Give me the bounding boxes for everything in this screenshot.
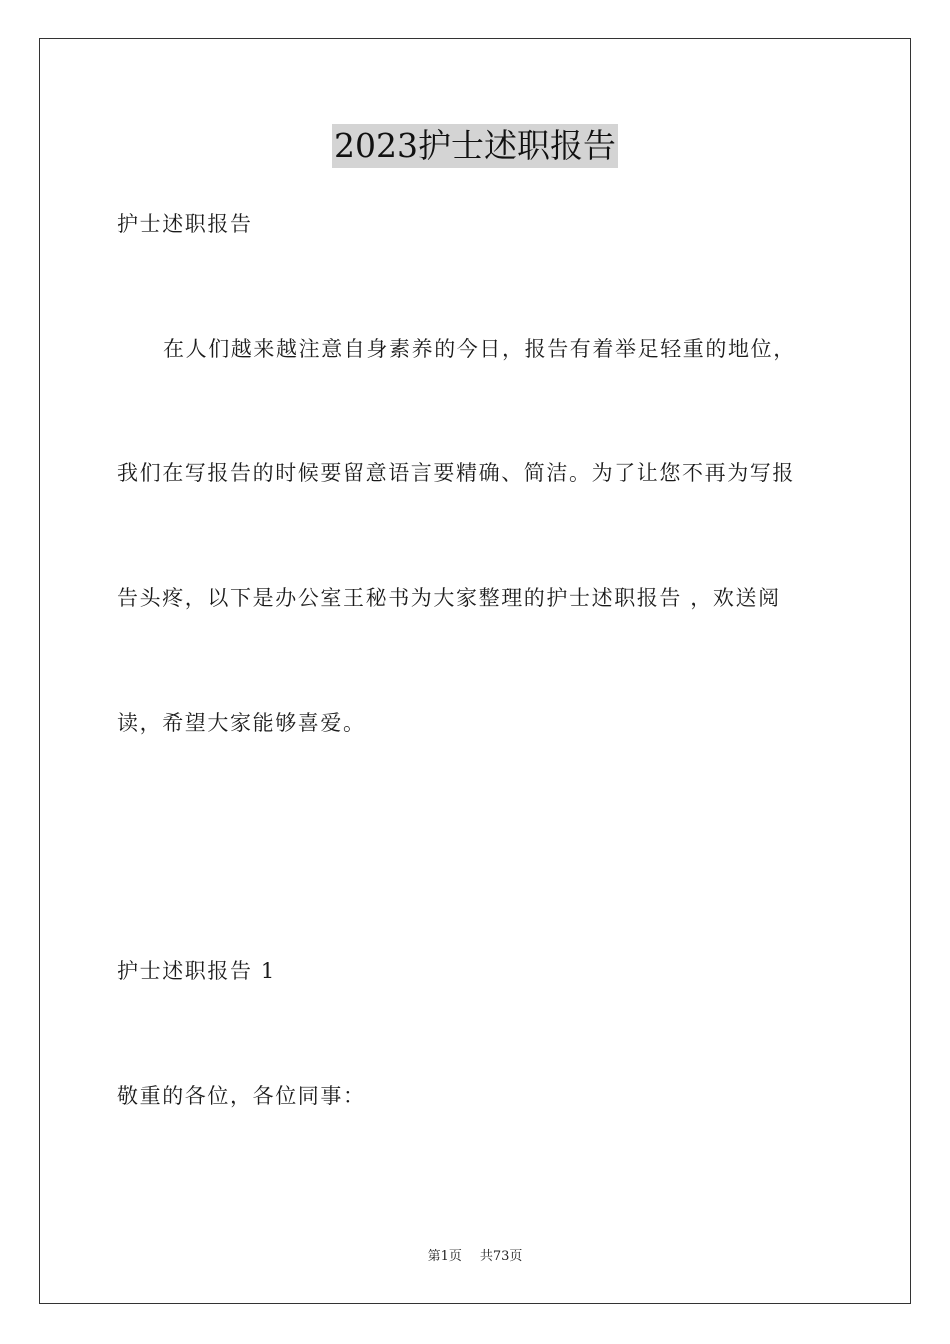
section-heading: 护士述职报告 1 xyxy=(117,959,276,983)
salutation: 敬重的各位，各位同事： xyxy=(117,1084,366,1108)
page-number: 第1页 xyxy=(427,1249,462,1264)
page-footer xyxy=(0,1248,950,1266)
title-container xyxy=(0,124,950,168)
page-total: 共73页 xyxy=(479,1249,523,1264)
intro-line-2: 我们在写报告的时候要留意语言要精确、简洁。为了让您不再为写报 xyxy=(117,461,795,485)
document-subtitle: 护士述职报告 xyxy=(117,212,253,236)
document-title: 2023护士述职报告 xyxy=(332,124,618,168)
intro-line-3: 告头疼，以下是办公室王秘书为大家整理的护士述职报告 ，欢送阅 xyxy=(117,586,781,610)
intro-line-1: 在人们越来越注意自身素养的今日，报告有着举足轻重的地位， xyxy=(163,337,796,361)
intro-line-4: 读，希望大家能够喜爱。 xyxy=(117,711,366,735)
